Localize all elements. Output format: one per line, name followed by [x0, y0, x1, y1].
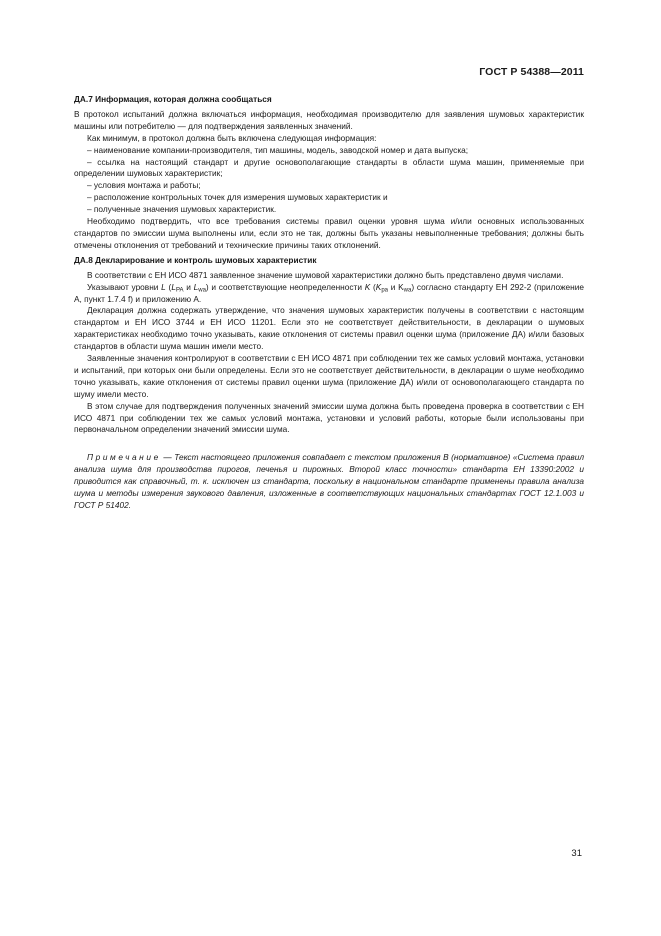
- list-item: – наименование компании-производителя, тип машины, модель, заводской номер и дата выпуска;: [87, 144, 469, 155]
- section-heading-da7: ДА.7 Информация, которая должна сообщаться: [74, 94, 272, 104]
- page-number: 31: [571, 848, 582, 859]
- note: [74, 452, 584, 512]
- list-item: – ссылка на настоящий стандарт и другие основополагающие стандарты в области шума машин, применяемые при определении шумовых характеристик;: [74, 156, 584, 179]
- note-label: Примечание: [87, 452, 161, 463]
- paragraph: В протокол испытаний должна включаться информация, необходимая производителю для заявления шумовых характеристик машины или потребителю — для подтверждения заявленных значений.: [74, 108, 584, 131]
- document-header: ГОСТ Р 54388—2011: [479, 66, 584, 78]
- paragraph: Необходимо подтвердить, что все требования системы правил оценки уровня шума и/или основных использованных стандартов по эмиссии шума выполнены или, если это не так, должны быть указаны невыполненные требования; должны быть отмечены отклонения от требований и технические причины таких отклонений.: [74, 216, 584, 250]
- list-item: – условия монтажа и работы;: [87, 180, 201, 191]
- paragraph: В этом случае для подтверждения полученных значений эмиссии шума должна быть проведена проверка в соответствии с ЕН ИСО 4871 при соблюдении тех же самых условий монтажа, установки и условий работы, которые были использованы при первоначальном определении значений эмиссии шума.: [74, 400, 584, 435]
- section-heading-da8: ДА.8 Декларирование и контроль шумовых характеристик: [74, 254, 317, 265]
- paragraph: Заявленные значения контролируют в соответствии с ЕН ИСО 4871 при соблюдении тех же самых условий монтажа, установки и испытаний, при которых они были определены. Если это не соответствует действительности, в декларации о шуме необходимо точно указывать, какие отклонения от системы правил оценки шума (приложение ДА) и/или от основополагающего стандарта по шуму имели место.: [74, 353, 584, 399]
- paragraph: В соответствии с ЕН ИСО 4871 заявленное значение шумовой характеристики должно быть представлено двумя числами.: [87, 269, 564, 280]
- paragraph: Как минимум, в протокол должна быть включена следующая информация:: [87, 132, 377, 143]
- note-text: — Текст настоящего приложения совпадает с текстом приложения В (нормативное) «Система правил анализа шума для производства пирогов, печенья и пирожных. Второй класс точности» стандарта ЕН 13390:2002 и приводится как справочный, т. к. исключен из стандарта, поскольку в национальном стандарте применены правила анализа шума и методы измерения звукового давления, изложенные в соответствующих национальных стандартах ГОСТ 12.1.003 и ГОСТ Р 51402.: [74, 452, 584, 510]
- list-item: – полученные значения шумовых характеристик.: [87, 204, 277, 215]
- document-body: [74, 94, 584, 512]
- list-item: – расположение контрольных точек для измерения шумовых характеристик и: [87, 192, 388, 203]
- paragraph-levels: Указывают уровни L ($L_{PA}$ и $L_{wa}$) и соответствующие неопределенности K ($K_{pa}$ и $K_{wa}$) согласно стандарту ЕН 292-2 (приложение А, пункт 1.7.4 f) и приложению А.: [74, 281, 584, 304]
- paragraph: Декларация должна содержать утверждение, что значения шумовых характеристик получены в соответствии с настоящим стандартом и ЕН ИСО 3744 и ЕН ИСО 11201. Если это не соответствует действительности, в декларации о шумовых характеристиках необходимо точно указывать, какие отклонения от системы правил оценки шума (приложение ДА) и/или базовых стандартов в области шума машин имели место.: [74, 305, 584, 352]
